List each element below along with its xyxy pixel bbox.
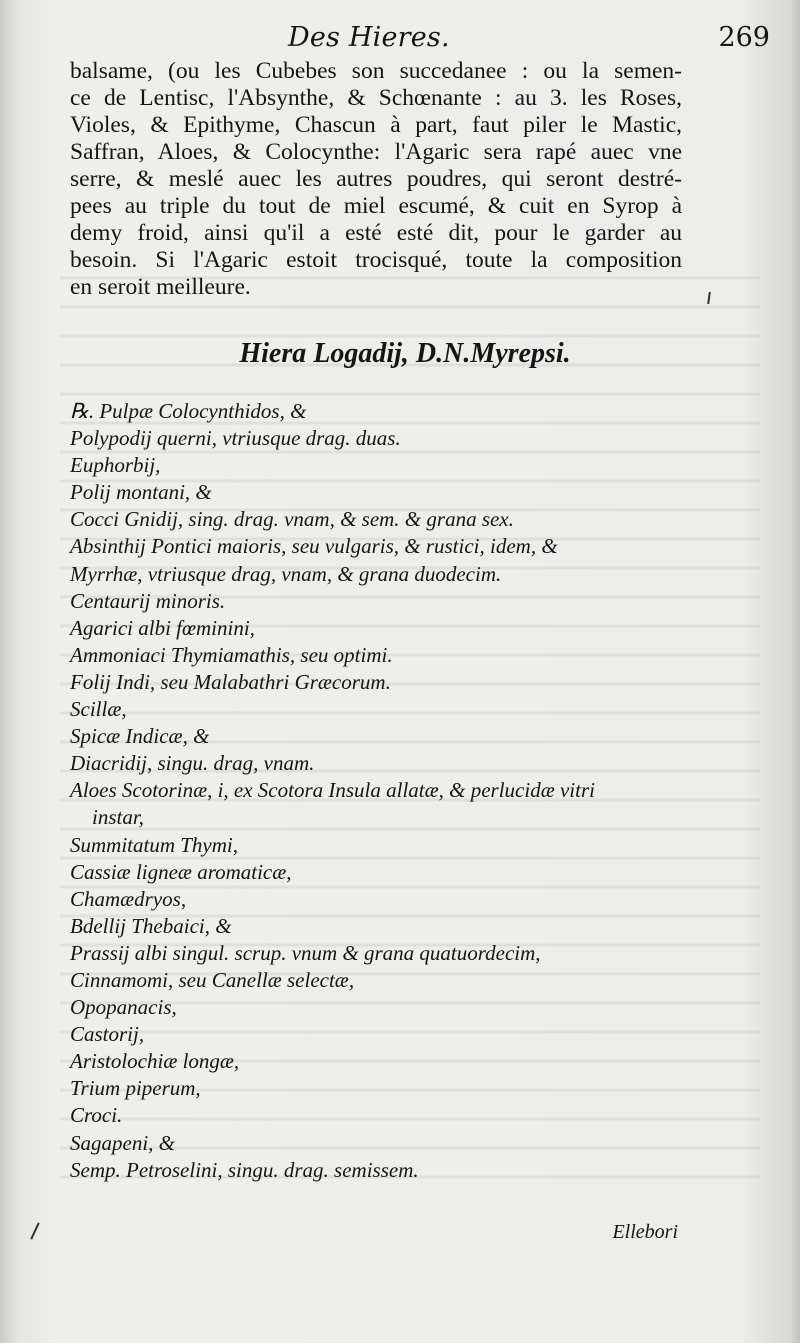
body-line: Saffran, Aloes, & Colocynthe: l'Agaric sera rapé auec vne [70,139,682,165]
recipe-line: Croci. [70,1103,123,1128]
body-line: serre, & meslé auec les autres poudres, qui seront destré- [70,166,682,192]
recipe-line: Spicæ Indicæ, & [70,724,210,749]
recipe-line: Myrrhæ, vtriusque drag, vnam, & grana duodecim. [70,561,502,586]
page-number: 269 [718,22,770,53]
recipe-line: Agarici albi fœminini, [70,615,255,640]
recipe-line: Trium piperum, [70,1076,201,1101]
recipe-line: Chamædryos, [70,886,187,911]
body-line: ce de Lentisc, l'Absynthe, & Schœnante : au 3. les Roses, [70,85,682,111]
recipe-line: instar, [92,805,144,830]
recipe-line: Centaurij minoris. [70,588,226,613]
recipe-line: Aloes Scotorinæ, i, ex Scotora Insula allatæ, & perlucidæ vitri [70,778,595,803]
recipe-line: Scillæ, [70,697,127,722]
recipe-line: Sagapeni, & [70,1130,175,1155]
catchword: Ellebori [612,1221,678,1243]
recipe-list [70,398,710,1184]
recipe-line: Prassij albi singul. scrup. vnum & grana quatuordecim, [70,940,541,965]
body-line: balsame, (ou les Cubebes son succedanee : ou la semen- [70,58,682,84]
recipe-line: Castorij, [70,1022,145,1047]
recipe-line: Absinthij Pontici maioris, seu vulgaris, & rustici, idem, & [70,534,558,559]
section-title: Hiera Logadij, D.N.Myrepsi. [239,338,571,369]
recipe-line: Semp. Petroselini, singu. drag. semissem. [70,1157,419,1182]
body-line: besoin. Si l'Agaric estoit trocisqué, toute la composition [70,247,682,273]
recipe-line: Cassiæ ligneæ aromaticæ, [70,859,292,884]
margin-mark [707,292,711,304]
recipe-line: ℞. Pulpæ Colocynthidos, & [70,399,307,423]
recipe-line: Summitatum Thymi, [70,832,238,857]
recipe-line: Opopanacis, [70,995,177,1020]
recipe-line: Polypodij querni, vtriusque drag. duas. [70,426,401,451]
recipe-line: Folij Indi, seu Malabathri Græcorum. [70,669,391,694]
running-head [0,18,800,62]
body-paragraph [70,58,682,301]
running-title: Des Hieres. [288,22,450,53]
recipe-line: Polij montani, & [70,480,212,505]
recipe-line: Aristolochiæ longæ, [70,1049,240,1074]
recipe-line: Diacridij, singu. drag, vnam. [70,751,315,776]
recipe-line: Cocci Gnidij, sing. drag. vnam, & sem. & grana sex. [70,507,514,532]
recipe-line: Euphorbij, [70,453,161,478]
body-line: pees au triple du tout de miel escumé, & cuit en Syrop à [70,193,682,219]
body-line: demy froid, ainsi qu'il a esté esté dit, pour le garder au [70,220,682,246]
body-line: Violes, & Epithyme, Chascun à part, faut piler le Mastic, [70,112,682,138]
margin-mark [30,1222,39,1239]
recipe-line: Ammoniaci Thymiamathis, seu optimi. [70,642,393,667]
recipe-line: Bdellij Thebaici, & [70,913,232,938]
body-line: en seroit meilleure. [70,274,251,300]
recipe-line: Cinnamomi, seu Canellæ selectæ, [70,967,355,992]
